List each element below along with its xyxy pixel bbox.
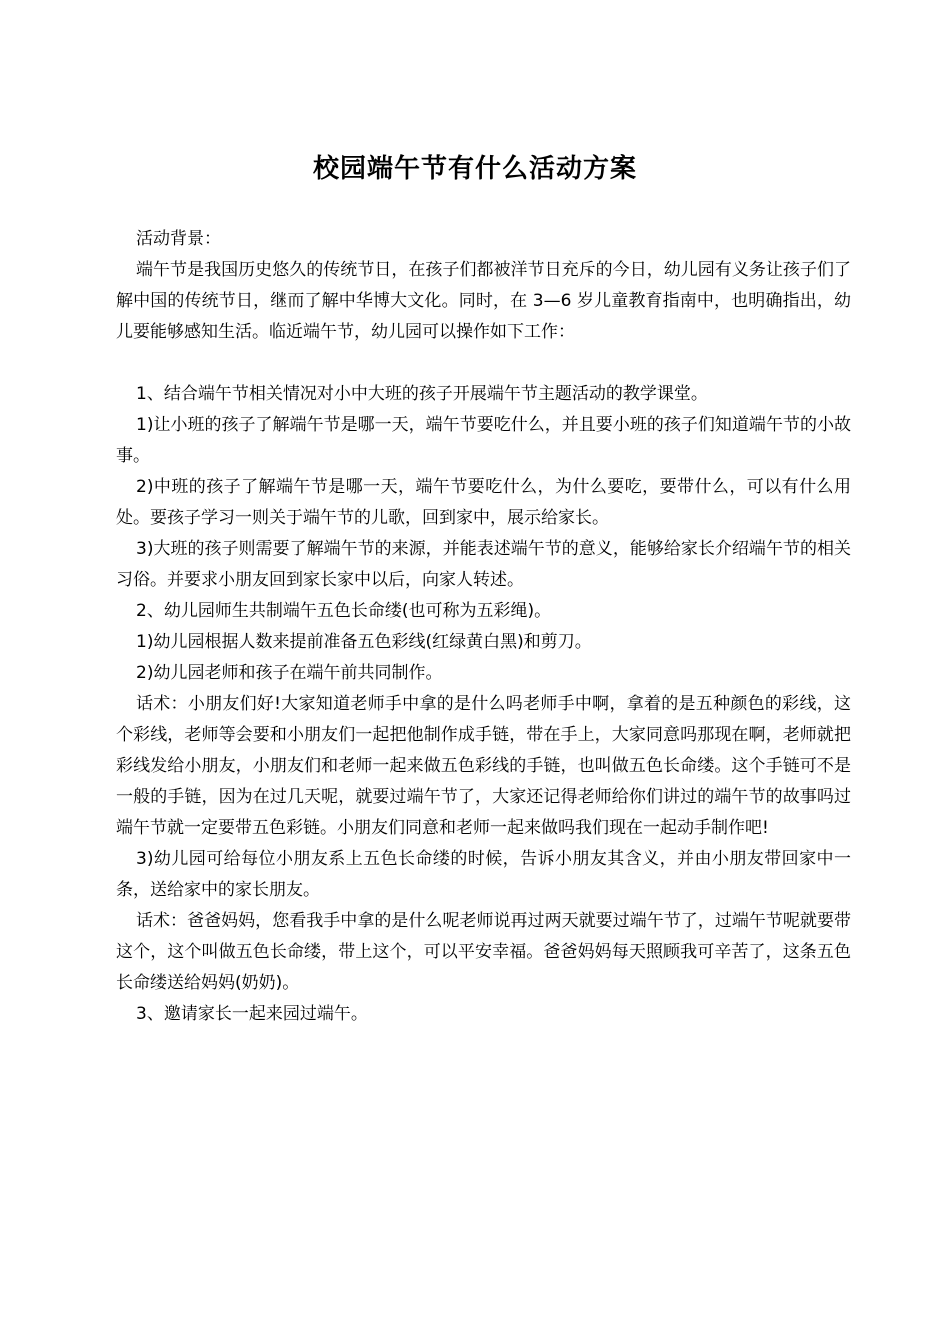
paragraph: 1)让小班的孩子了解端午节是哪一天，端午节要吃什么，并且要小班的孩子们知道端午节的小故事。 [116, 415, 851, 466]
paragraph: 2)中班的孩子了解端午节是哪一天，端午节要吃什么，为什么要吃，要带什么，可以有什么用处。要孩子学习一则关于端午节的儿歌，回到家中，展示给家长。 [116, 477, 851, 528]
paragraph: 1、结合端午节相关情况对小中大班的孩子开展端午节主题活动的教学课堂。 [136, 384, 708, 404]
paragraph-spacer [116, 348, 851, 379]
paragraph: 3)大班的孩子则需要了解端午节的来源，并能表述端午节的意义，能够给家长介绍端午节的相关习俗。并要求小朋友回到家长家中以后，向家人转述。 [116, 539, 851, 590]
paragraph: 1)幼儿园根据人数来提前准备五色彩线(红绿黄白黑)和剪刀。 [136, 632, 592, 652]
paragraph: 3)幼儿园可给每位小朋友系上五色长命缕的时候，告诉小朋友其含义，并由小朋友带回家中一条，送给家中的家长朋友。 [116, 849, 851, 900]
paragraph: 活动背景： [136, 229, 221, 249]
paragraph: 3、邀请家长一起来园过端午。 [136, 1004, 368, 1024]
paragraph: 话术：爸爸妈妈，您看我手中拿的是什么呢老师说再过两天就要过端午节了，过端午节呢就要带这个，这个叫做五色长命缕，带上这个，可以平安幸福。爸爸妈妈每天照顾我可辛苦了，这条五色长命缕送给妈妈(奶奶)。 [116, 911, 851, 993]
document-body [116, 224, 851, 1030]
document-title: 校园端午节有什么活动方案 [312, 154, 637, 185]
paragraph: 2)幼儿园老师和孩子在端午前共同制作。 [136, 663, 443, 683]
paragraph: 端午节是我国历史悠久的传统节日，在孩子们都被洋节日充斥的今日，幼儿园有义务让孩子们了解中国的传统节日，继而了解中华博大文化。同时，在 3—6 岁儿童教育指南中，也明确指出，幼儿要能够感知生活。临近端午节，幼儿园可以操作如下工作： [116, 260, 851, 342]
paragraph: 话术：小朋友们好!大家知道老师手中拿的是什么吗老师手中啊，拿着的是五种颜色的彩线，这个彩线，老师等会要和小朋友们一起把他制作成手链，带在手上，大家同意吗那现在啊，老师就把彩线发给小朋友，小朋友们和老师一起来做五色彩线的手链，也叫做五色长命缕。这个手链可不是一般的手链，因为在过几天呢，就要过端午节了，大家还记得老师给你们讲过的端午节的故事吗过端午节就一定要带五色彩链。小朋友们同意和老师一起来做吗我们现在一起动手制作吧! [116, 694, 851, 838]
paragraph: 2、幼儿园师生共制端午五色长命缕(也可称为五彩绳)。 [136, 601, 552, 621]
